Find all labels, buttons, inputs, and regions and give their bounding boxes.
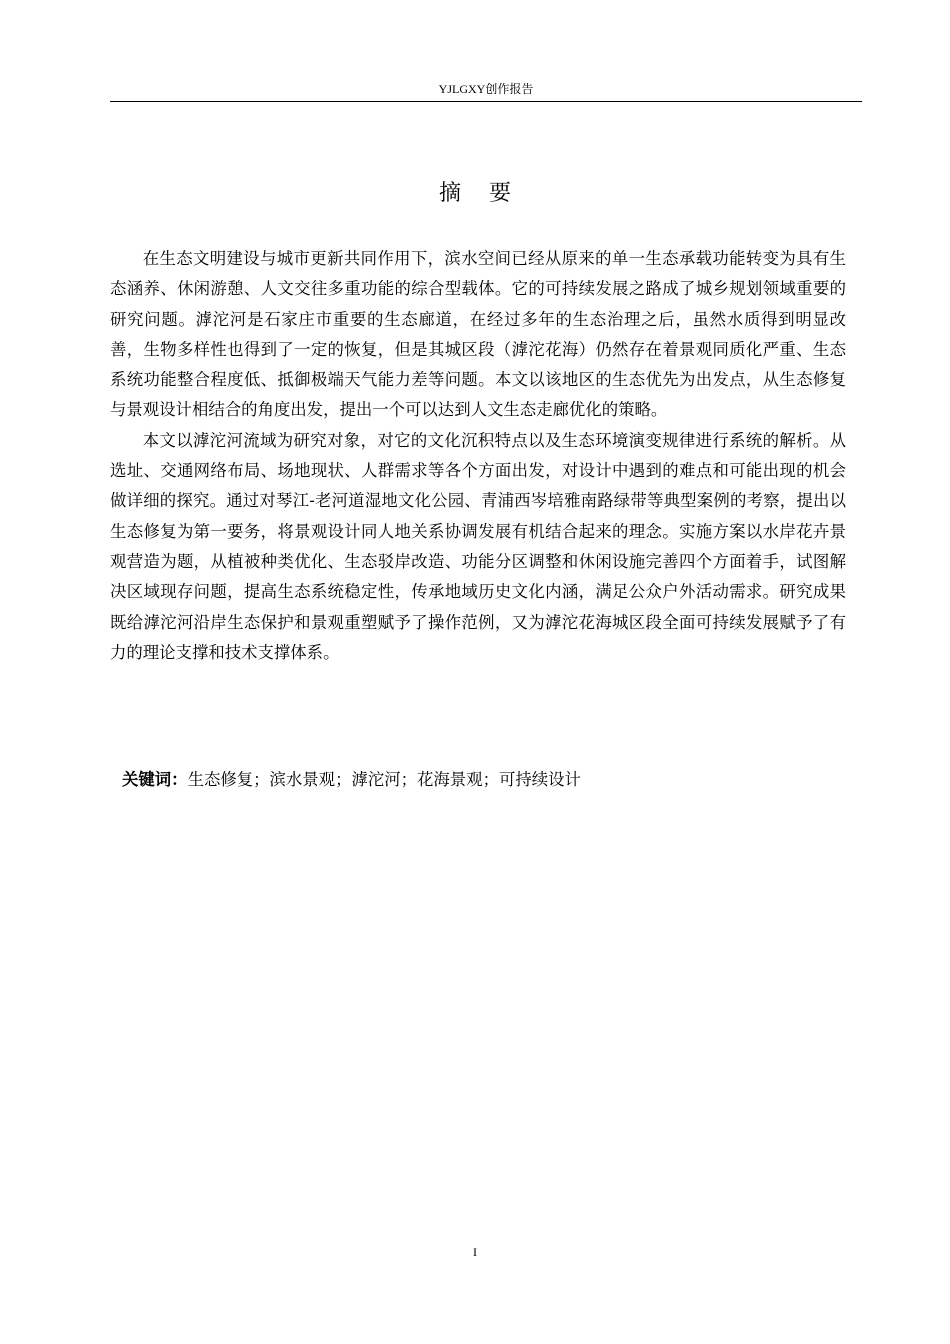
page-number: I — [473, 1245, 477, 1259]
running-header — [110, 80, 862, 102]
keywords-list: 生态修复；滨水景观；滹沱河；花海景观；可持续设计 — [187, 770, 581, 789]
running-header-title: YJLGXY创作报告 — [438, 82, 534, 96]
abstract-paragraph-1: 在生态文明建设与城市更新共同作用下，滨水空间已经从原来的单一生态承载功能转变为具有生态涵养、休闲游憩、人文交往多重功能的综合型载体。它的可持续发展之路成了城乡规划领域重要的研究问题。滹沱河是石家庄市重要的生态廊道，在经过多年的生态治理之后，虽然水质得到明显改善，生物多样性也得到了一定的恢复，但是其城区段（滹沱花海）仍然存在着景观同质化严重、生态系统功能整合程度低、抵御极端天气能力差等问题。本文以该地区的生态优先为出发点，从生态修复与景观设计相结合的角度出发，提出一个可以达到人文生态走廊优化的策略。 — [110, 249, 846, 420]
keywords-line — [122, 765, 846, 795]
abstract-body — [110, 244, 846, 668]
abstract-title: 摘要 — [438, 181, 539, 206]
keywords-label: 关键词： — [122, 770, 188, 789]
abstract-paragraph-2: 本文以滹沱河流域为研究对象，对它的文化沉积特点以及生态环境演变规律进行系统的解析。从选址、交通网络布局、场地现状、人群需求等各个方面出发，对设计中遇到的难点和可能出现的机会做详细的探究。通过对琴江-老河道湿地文化公园、青浦西岑培雅南路绿带等典型案例的考察，提出以生态修复为第一要务，将景观设计同人地关系协调发展有机结合起来的理念。实施方案以水岸花卉景观营造为题，从植被种类优化、生态驳岸改造、功能分区调整和休闲设施完善四个方面着手，试图解决区域现存问题，提高生态系统稳定性，传承地域历史文化内涵，满足公众户外活动需求。研究成果既给滹沱河沿岸生态保护和景观重塑赋予了操作范例，又为滹沱花海城区段全面可持续发展赋予了有力的理论支撑和技术支撑体系。 — [110, 430, 846, 662]
